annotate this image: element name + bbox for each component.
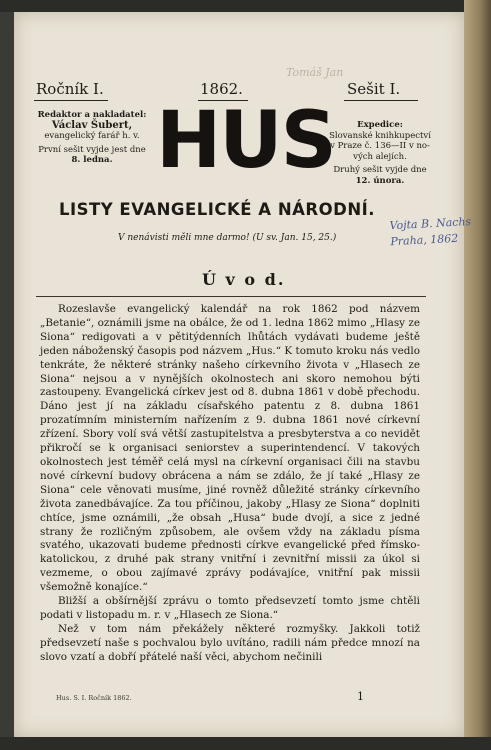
background-top <box>0 0 491 12</box>
editor-block <box>32 110 152 166</box>
second-issue-date: 12. února. <box>355 175 405 186</box>
expedition-label: Expedice: <box>357 120 403 130</box>
paragraph: Bližší a obšírnější zprávu o tomto předsevzetí tomto jsme chtěli podati v listopadu m. r. v „Hlasech ze Siona.“ <box>40 595 420 621</box>
editor-title: evangelický farář h. v. <box>44 131 140 141</box>
signature-line: Vojta B. Nachs <box>389 215 472 233</box>
first-issue-date: 8. ledna. <box>71 155 113 165</box>
editor-label: Redaktor a nakladatel: <box>37 110 147 120</box>
expedition-line: Slovanské knihkupectví <box>329 130 431 141</box>
paragraph: Než v tom nám překážely některé rozmyšky. Jakkoli totiž předsevzetí naše s pochvalou bylo uvítáno, radili nám předce mnozí na slovo vzatí a dobří přátelé naší věci, abychom nečinili <box>40 622 420 663</box>
background-bottom <box>0 737 491 750</box>
handwritten-note-top: Tomáš Jan <box>286 66 344 79</box>
masthead-subtitle: LISTY EVANGELICKÉ A NÁRODNÍ. <box>58 200 376 219</box>
year-label: 1862. <box>200 80 243 98</box>
section-title: Ú v o d. <box>202 270 286 289</box>
masthead-title: HUS <box>156 96 335 186</box>
expedition-line: vých alejích. <box>353 151 407 162</box>
first-issue-note: První sešit vyjde jest dne <box>38 144 146 155</box>
article-body <box>40 303 420 665</box>
document-page <box>14 12 472 737</box>
handwritten-signature <box>389 214 479 251</box>
volume-label: Ročník I. <box>36 80 104 98</box>
issue-label: Sešit I. <box>347 80 401 98</box>
motto: V nenávisti měli mne darmo! (U sv. Jan. 15, 25.) <box>118 233 337 243</box>
paragraph: Rozeslavše evangelický kalendář na rok 1862 pod názvem „Betanie“, oznámili jsme na obálce, že od 1. ledna 1862 mimo „Hlasy ze Siona“ redigovati a v pětitýdenních lhůtách vydávati budeme ještě jeden náboženský časopis pod názvem „Hus.“ K tomuto kroku nás vedlo tenkráte, že některé stránky našeho církevního života v „Hlasech ze Siona“ nejsou a v nynějších okolnostech ani skoro nemohou býti zastoupeny. Evangelická církev jest od 8. dubna 1861 v době přechodu. Dáno jest jí na základu císařského patentu z 8. dubna 1861 prozatímním ministerním nařízením z 9. dubna 1861 nové církevní zřízení. Sbory volí svá větší zastupitelstva a presbyterstva a co nevidět přikročí se k organisaci seniorstev a superintendencí. V takových okolnostech jest téměř celá mysl na církevní organisaci čili na stavbu nové církevní budovy obrácena a nám se zdálo, že jí také „Hlasy ze Siona“ cele věnovati musíme, jiné rovněž důležité stránky církevního života zanedbávajíce. Za tou příčinou, jakoby „Hlasy ze Siona“ doplniti chtíce, jsme oznámili, „že obsah „Husa“ bude dvojí, a sice z jedné strany že rozličným způsobem, ale ovšem vždy na základu písma svatého, ukazovati budeme přednosti církve evangelické před římsko-katolickou, z druhé pak strany vnitřní i zevnitřní missii za úkol si vezmeme, o obou zajímavé zprávy podávajíce, vnitřní pak missii všemožně konajíce.“ <box>40 303 420 594</box>
second-issue-note: Druhý sešit vyjde dne <box>333 165 427 175</box>
editor-name: Václav Šubert, <box>51 119 133 131</box>
book-spine <box>464 0 491 750</box>
title-rule <box>36 296 426 297</box>
footer-imprint: Hus. S. I. Ročník 1862. <box>56 694 132 702</box>
expedition-line: v Praze č. 136—II v no- <box>330 141 430 151</box>
volume-rule <box>34 100 108 101</box>
signature-line: Praha, 1862 <box>390 231 459 249</box>
issue-rule <box>344 100 418 101</box>
page-number: 1 <box>357 690 364 703</box>
expedition-block <box>320 120 440 186</box>
